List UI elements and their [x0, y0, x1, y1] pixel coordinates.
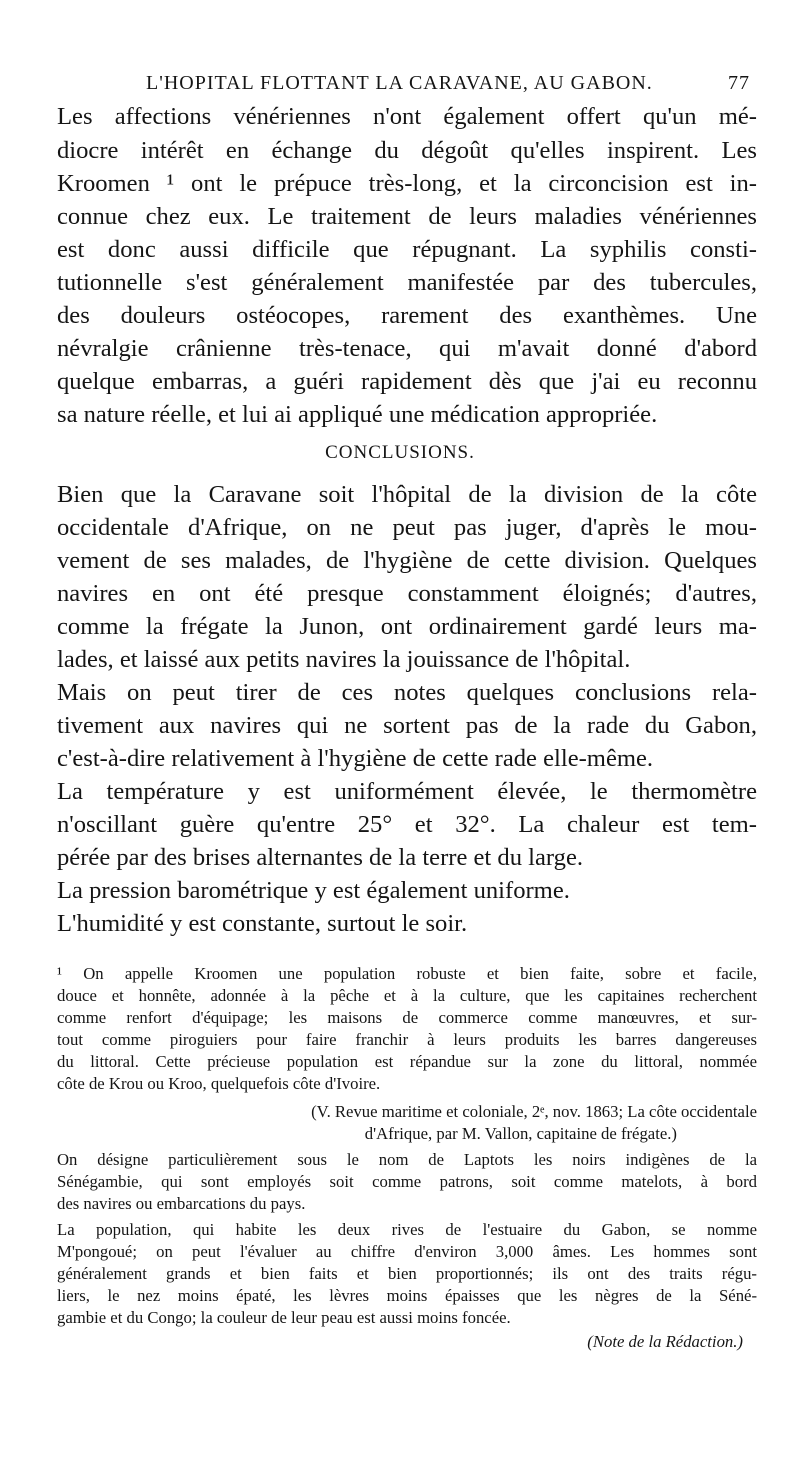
- footnote-citation: d'Afrique, par M. Vallon, capitaine de frégate.): [364, 1124, 677, 1143]
- footnote-line: ¹ On appelle Kroomen une population robuste et bien faite, sobre et facile,: [57, 964, 757, 983]
- body-line: tivement aux navires qui ne sortent pas de la rade du Gabon,: [57, 712, 757, 739]
- footnote-line: généralement grands et bien faits et bien proportionnés; ils ont des traits régu-: [57, 1264, 757, 1283]
- body-line: Mais on peut tirer de ces notes quelques conclusions rela-: [57, 679, 757, 706]
- body-line: La pression barométrique y est également uniforme.: [57, 877, 570, 904]
- footnote-line: M'pongoué; on peut l'évaluer au chiffre d'environ 3,000 âmes. Les hommes sont: [57, 1242, 757, 1261]
- body-line: n'oscillant guère qu'entre 25° et 32°. La chaleur est tem-: [57, 811, 757, 838]
- body-line: c'est-à-dire relativement à l'hygiène de cette rade elle-même.: [57, 745, 654, 772]
- body-line: occidentale d'Afrique, on ne peut pas juger, d'après le mou-: [57, 514, 757, 541]
- body-line: lades, et laissé aux petits navires la jouissance de l'hôpital.: [57, 646, 631, 673]
- body-line: connue chez eux. Le traitement de leurs maladies vénériennes: [57, 203, 757, 230]
- footnote-line: On désigne particulièrement sous le nom de Laptots les noirs indigènes de la: [57, 1150, 757, 1169]
- body-line: vement de ses malades, de l'hygiène de cette division. Quelques: [57, 547, 757, 574]
- body-line: quelque embarras, a guéri rapidement dès que j'ai eu reconnu: [57, 368, 757, 395]
- footnote-line: gambie et du Congo; la couleur de leur peau est aussi moins foncée.: [57, 1308, 511, 1327]
- footnote-line: douce et honnête, adonnée à la pêche et à la culture, que les capitaines recherchent: [57, 986, 757, 1005]
- body-line: Bien que la Caravane soit l'hôpital de la division de la côte: [57, 481, 757, 508]
- footnote-line: tout comme piroguiers pour faire franchir à leurs produits les barres dangereuses: [57, 1030, 757, 1049]
- body-line: pérée par des brises alternantes de la terre et du large.: [57, 844, 584, 871]
- body-line: névralgie crânienne très-tenace, qui m'avait donné d'abord: [57, 335, 757, 362]
- body-line: des douleurs ostéocopes, rarement des exanthèmes. Une: [57, 302, 757, 329]
- body-line: diocre intérêt en échange du dégoût qu'elles inspirent. Les: [57, 137, 757, 164]
- footnote-citation: (V. Revue maritime et coloniale, 2ᵉ, nov. 1863; La côte occidentale: [311, 1102, 757, 1121]
- footnote-line: des navires ou embarcations du pays.: [57, 1194, 306, 1213]
- footnote-line: du littoral. Cette précieuse population est répandue sur la zone du littoral, nommée: [57, 1052, 757, 1071]
- footnote-line: liers, le nez moins épaté, les lèvres moins épaisses que les nègres de la Séné-: [57, 1286, 757, 1305]
- footnote-line: côte de Krou ou Kroo, quelquefois côte d'Ivoire.: [57, 1074, 381, 1093]
- body-line: sa nature réelle, et lui ai appliqué une médication appropriée.: [57, 401, 658, 428]
- editorial-note: (Note de la Rédaction.): [587, 1332, 743, 1351]
- body-line: Les affections vénériennes n'ont également offert qu'un mé-: [57, 103, 757, 130]
- running-title: L'HOPITAL FLOTTANT LA CARAVANE, AU GABON.: [146, 72, 653, 94]
- body-line: navires en ont été presque constamment éloignés; d'autres,: [57, 580, 757, 607]
- body-line: est donc aussi difficile que répugnant. La syphilis consti-: [57, 236, 757, 263]
- footnote-line: La population, qui habite les deux rives de l'estuaire du Gabon, se nomme: [57, 1220, 757, 1239]
- footnote-line: Sénégambie, qui sont employés soit comme patrons, soit comme matelots, à bord: [57, 1172, 757, 1191]
- section-heading: CONCLUSIONS.: [325, 442, 475, 463]
- body-line: La température y est uniformément élevée, le thermomètre: [57, 778, 757, 805]
- body-line: tutionnelle s'est généralement manifestée par des tubercules,: [57, 269, 757, 296]
- body-line: Kroomen ¹ ont le prépuce très-long, et la circoncision est in-: [57, 170, 757, 197]
- body-line: L'humidité y est constante, surtout le soir.: [57, 910, 468, 937]
- footnote-line: comme renfort d'équipage; les maisons de commerce comme manœuvres, et sur-: [57, 1008, 757, 1027]
- page-number: 77: [728, 72, 750, 94]
- body-line: comme la frégate la Junon, ont ordinairement gardé leurs ma-: [57, 613, 757, 640]
